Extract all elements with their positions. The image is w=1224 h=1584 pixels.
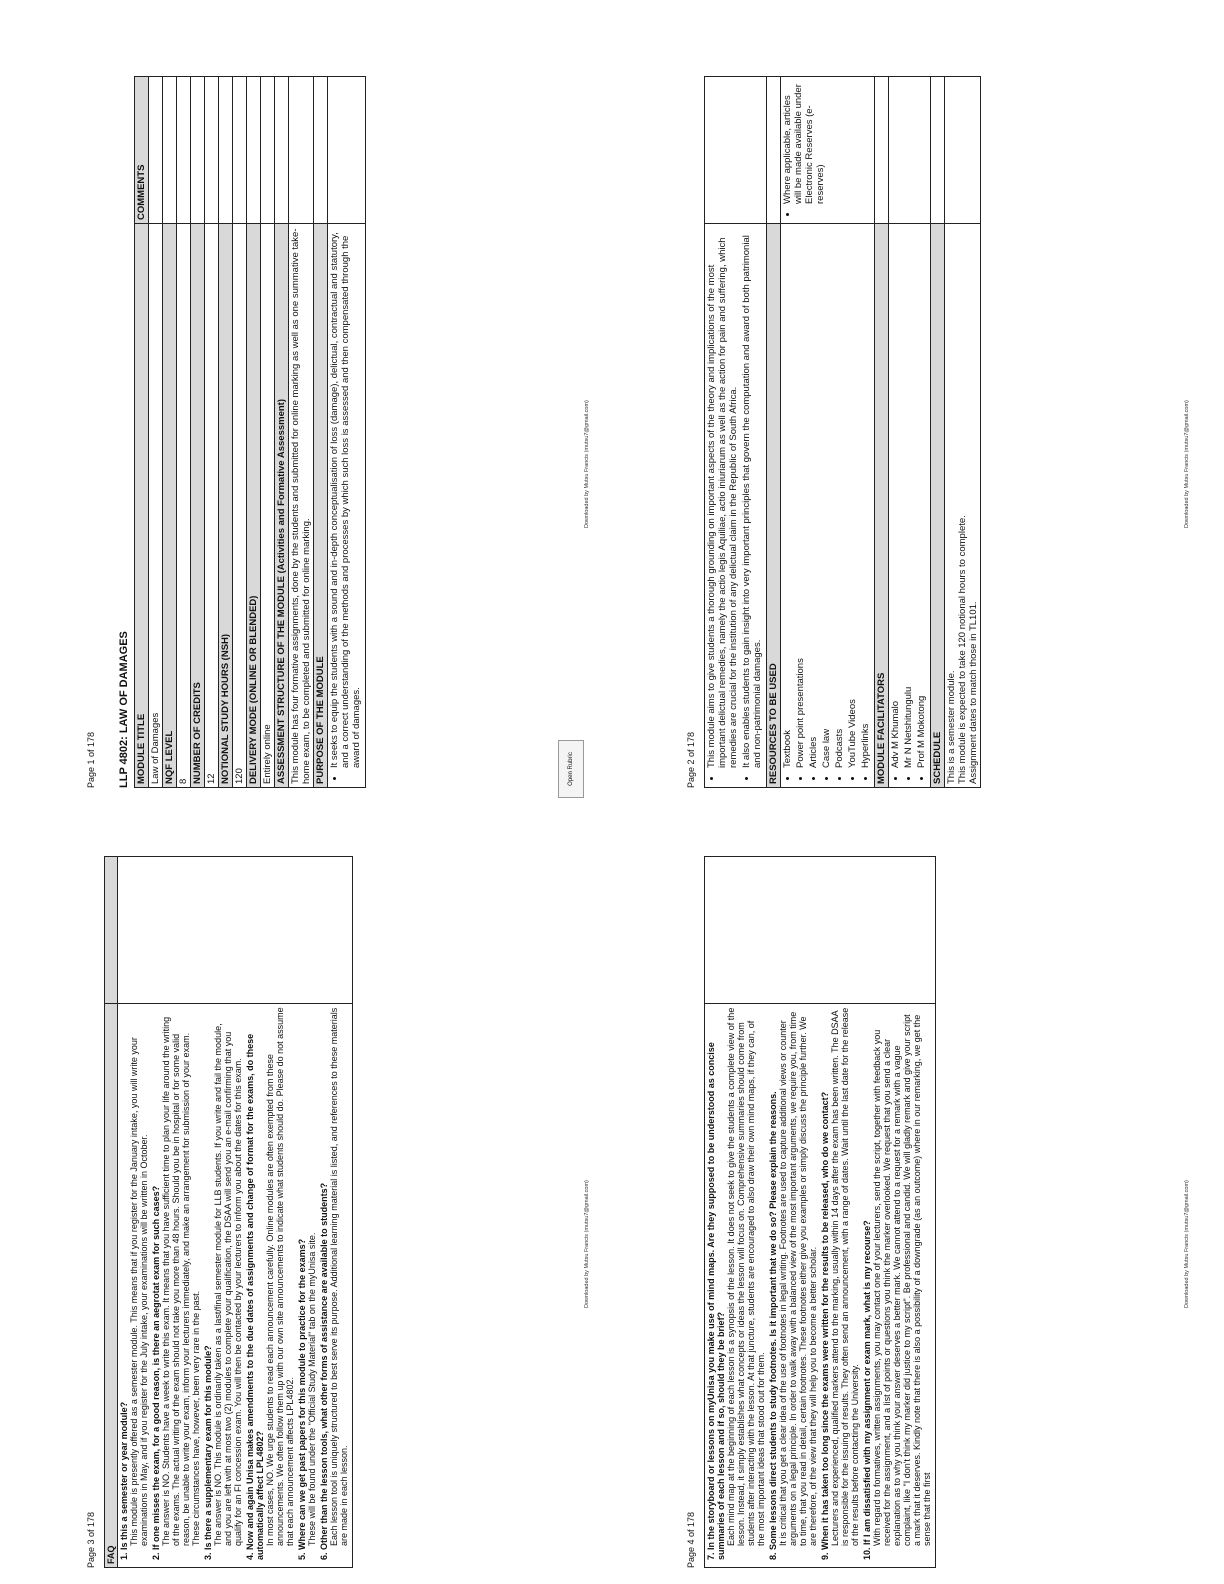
faq-answer: Each mind map at the beginning of each lesson is a synopsis of the lesson. It does not seek to give the students a complete view of the lesson. Instead, it simply establishes what concepts or ideas the lesson will focus on. Comprehensive summaries should come from students after interacting with the lesson. At that juncture, students are encouraged to also draw their own mind maps, if they can, of the most important ideas that stood out for them. xyxy=(726,1007,766,1546)
schedule-line: This is a semester module. xyxy=(946,670,957,784)
faq-answer: The answer is NO. This module is ordinarily taken as a last/final semester module for LLB students. If you write and fail the module, and you are left with at most two (2) modules to complete your qualification, the DSAA will send you an e-mail confirming that you qualify for an FI concession exam. You will then be contacted by your lecturers to inform you about the dates for this exam. xyxy=(213,1023,243,1546)
page-3-content xyxy=(84,808,604,1568)
faq-answer: With regard to formatives, written assignments, you may contact one of your lecturers, send the script, together with feedback you received for the assignment, and a list of points or questions you think the marker overlooked. We request that you send a clear explanation as to why you think your answer deserves a better mark. We cannot attend to a request for a remark with a vague complaint, like "I don't think my marker did justice to my script". Be professional and candid. We will gladly remark and give your script a mark that it deserves. Kindly note that there is also a possibility of a downgrade (as an outcome) where in our remarking, we get the sense that the first xyxy=(872,1014,932,1546)
resources-comment-text: • Where applicable, articles will be made available under Electronic Reserves (e-reserves) xyxy=(782,80,826,204)
faq-header: FAQ xyxy=(105,1004,118,1568)
resource-item: • Case law xyxy=(821,227,832,768)
page-2-content xyxy=(684,28,1204,788)
page-4-content xyxy=(684,808,1204,1568)
comments-header: COMMENTS xyxy=(135,77,149,224)
module-table-continued xyxy=(704,76,981,788)
module-table xyxy=(134,76,366,788)
facilitators-list xyxy=(889,224,931,788)
faq-question: Now and again Unisa makes amendments to the due dates of assignments and change of format for the exams, do these automatically affect LPL4802? xyxy=(245,1033,265,1560)
faq-number: 7. xyxy=(706,1552,716,1560)
faq-table-continued xyxy=(704,856,936,1568)
faq-answer: It is critical that you get a clear idea of the use of footnotes in legal writing. Footnotes are used to capture additional views or counter arguments on a legal principle. In order to walk away with a balanced view of the most important arguments, we require you, from time to time, that you read in detail, certain footnotes. These footnotes either give you examples or simply discuss the principle further. We are therefore, of the view that they will help you to become a better scholar. xyxy=(778,1011,818,1546)
module-title-value: Law of Damages xyxy=(149,224,163,788)
faq-number: 1. xyxy=(119,1552,129,1560)
faq-list xyxy=(705,1004,935,1568)
resource-item: • Textbook xyxy=(782,227,793,768)
aims-bullet: • It also enables students to gain insight into very important principles that govern the computation and award of both patrimonial and non-patrimonial damages. xyxy=(741,227,763,768)
faq-question: In the storyboard or lessons on myUnisa you make use of mind maps. Are they supposed to be understood as concise summaries of each lesson and if so, should they be brief? xyxy=(706,1042,726,1560)
faq-item xyxy=(319,1007,349,1560)
schedule-line: This module is expected to take 120 notional hours to complete. xyxy=(957,515,968,784)
nqf-header: NQF LEVEL xyxy=(163,224,177,788)
resources-header: RESOURCES TO BE USED xyxy=(767,224,781,788)
delivery-header: DELIVERY MODE (ONLINE OR BLENDED) xyxy=(247,224,261,788)
download-footer: Downloaded by Mutsu Francis (mutsu7@gmail.com) xyxy=(584,400,590,528)
facilitators-header: MODULE FACILITATORS xyxy=(875,224,889,788)
faq-answer: Lecturers and experienced, qualified markers attend to the marking, usually within 14 days after the exam has been written. The DSAA is responsible for the issuing of results. They often send an announcement, with a range of dates. Wait until the last date for the release of the results before contacting the University. xyxy=(830,1007,860,1546)
resource-item: • Articles xyxy=(808,227,819,768)
faq-item xyxy=(151,1007,201,1560)
faq-item xyxy=(203,1007,243,1560)
faq-answer: This module is presently offered as a semester module. This means that if you register for the January intake, you will write your examinations in May, and if you register for the July intake, your examinations will be written in October. xyxy=(129,1037,149,1546)
resource-item: • YouTube Videos xyxy=(847,227,858,768)
faq-question: Is this a semester or year module? xyxy=(119,1401,129,1550)
page-number: Page 4 of 178 xyxy=(686,1511,696,1568)
facilitator-item: • Adv M Khumalo xyxy=(890,227,901,768)
page-number: Page 1 of 178 xyxy=(86,731,96,788)
faq-question: Where can we get past papers for this module to practice for the exams? xyxy=(297,1238,307,1550)
faq-question: If I am dissatisfied with my assignment or exam mark, what is my recourse? xyxy=(862,1220,872,1545)
faq-number: 6. xyxy=(319,1552,329,1560)
schedule-header: SCHEDULE xyxy=(931,224,945,788)
faq-list xyxy=(118,1004,353,1568)
credits-header: NUMBER OF CREDITS xyxy=(191,224,205,788)
faq-item xyxy=(245,1007,295,1560)
resource-item: • Hyperlinks xyxy=(860,227,871,768)
open-rubric-button[interactable] xyxy=(558,740,584,798)
purpose-header: PURPOSE OF THE MODULE xyxy=(314,224,328,788)
faq-answer: In most cases, NO. We urge students to read each announcement carefully. Online modules are often exempted from these announcements. We often follow them up with our own site announcements to indicate what students should do. Please do not assume that each announcement affects LPL4802. xyxy=(265,1007,295,1546)
resources-list xyxy=(781,224,875,788)
resources-comment xyxy=(781,77,875,224)
faq-item xyxy=(119,1007,149,1560)
faq-answer: These will be found under the "Official Study Material" tab on the myUnisa site. xyxy=(307,1232,317,1546)
faq-number: 9. xyxy=(820,1552,830,1560)
delivery-value: Entirely online xyxy=(261,224,275,788)
download-footer: Downloaded by Mutsu Francis (mutsu7@gmail.com) xyxy=(1184,400,1190,528)
resource-item: • Power point presentations xyxy=(795,227,806,768)
module-title-heading: LLP 4802: LAW OF DAMAGES xyxy=(118,631,130,788)
faq-question: If one misses the exam, for a good reason, is there an aegrotat exam for such cases? xyxy=(151,1185,161,1550)
faq-item xyxy=(820,1007,860,1560)
nsh-header: NOTIONAL STUDY HOURS (NSH) xyxy=(219,224,233,788)
faq-answer: Each lesson tool is uniquely structured to best serve its purpose. Additional learning material is listed, and references to these materials are made in each lesson. xyxy=(329,1007,349,1546)
assessment-value: This module has four formative assignments, done by the students and submitted for online marking as well as one summative take-home exam, to be completed and submitted for online marking. xyxy=(289,224,314,788)
faq-number: 2. xyxy=(151,1552,161,1560)
credits-value: 12 xyxy=(205,224,219,788)
page-number: Page 3 of 178 xyxy=(86,1511,96,1568)
schedule-line: Assignment dates to match those in TL101. xyxy=(968,601,979,784)
faq-answer: The answer is NO. Students have a week to write this exam. It means that you have sufficient time to plan your life around the writing of the exams. The actual writing of the exam should not take you more than 48 hours. Should you be in hospital or for some valid reason, be unable to write your exam, inform your lecturers immediately, and make an arrangement for submission of your exam. These circumstances have, however, been very rare in the past. xyxy=(161,1016,201,1546)
faq-item xyxy=(768,1007,818,1560)
faq-question: Some lessons direct students to study footnotes. Is it important that we do so? Please explain the reasons. xyxy=(768,1091,778,1550)
faq-question: Is there a supplementary exam for this module? xyxy=(203,1345,213,1550)
download-footer: Downloaded by Mutsu Francis (mutsu7@gmail.com) xyxy=(1184,1180,1190,1308)
page-number: Page 2 of 178 xyxy=(686,731,696,788)
purpose-cell xyxy=(328,224,366,788)
nsh-value: 120 xyxy=(233,224,247,788)
aims-cell xyxy=(705,224,767,788)
assessment-header: ASSESSMENT STRUCTURE OF THE MODULE (Activities and Formative Assessment) xyxy=(275,224,289,788)
nqf-value: 8 xyxy=(177,224,191,788)
faq-number: 5. xyxy=(297,1552,307,1560)
faq-number: 4. xyxy=(245,1552,255,1560)
facilitator-item: • Mr N Netshitungulu xyxy=(903,227,914,768)
faq-number: 3. xyxy=(203,1552,213,1560)
resource-item: • Podcasts xyxy=(834,227,845,768)
download-footer: Downloaded by Mutsu Francis (mutsu7@gmail.com) xyxy=(584,1180,590,1308)
faq-item xyxy=(862,1007,932,1560)
open-rubric-label: Open Rubric xyxy=(568,752,574,786)
faq-question: Other than the lesson tools, what other forms of assistance are available to students? xyxy=(319,1182,329,1550)
purpose-bullet: • It seeks to equip the students with a sound and in-depth conceptualisation of loss (damage), delictual, contractual and statutory, and a correct understanding of the methods and processes by which such loss is assessed and then compensated through the award of damages. xyxy=(329,227,362,768)
faq-number: 10. xyxy=(862,1547,872,1560)
schedule-text xyxy=(945,224,981,788)
page-1-content xyxy=(84,28,604,788)
faq-number: 8. xyxy=(768,1552,778,1560)
faq-item xyxy=(297,1007,317,1560)
facilitator-item: • Prof M Mokotong xyxy=(916,227,927,768)
faq-item xyxy=(706,1007,766,1560)
faq-table xyxy=(104,856,353,1568)
aims-bullet: • This module aims to give students a thorough grounding on important aspects of the theory and implications of the most important delictual remedies, namely the actio legis Aquiliae, actio iniuriarum as well as the action for pain and suffering, which remedies are crucial for the institution of any delictual claim in the Republic of South Africa. xyxy=(706,227,739,768)
module-title-header: MODULE TITLE xyxy=(135,224,149,788)
faq-question: When it has taken too long since the exams were written for the results to be released, who do we contact? xyxy=(820,1091,830,1550)
